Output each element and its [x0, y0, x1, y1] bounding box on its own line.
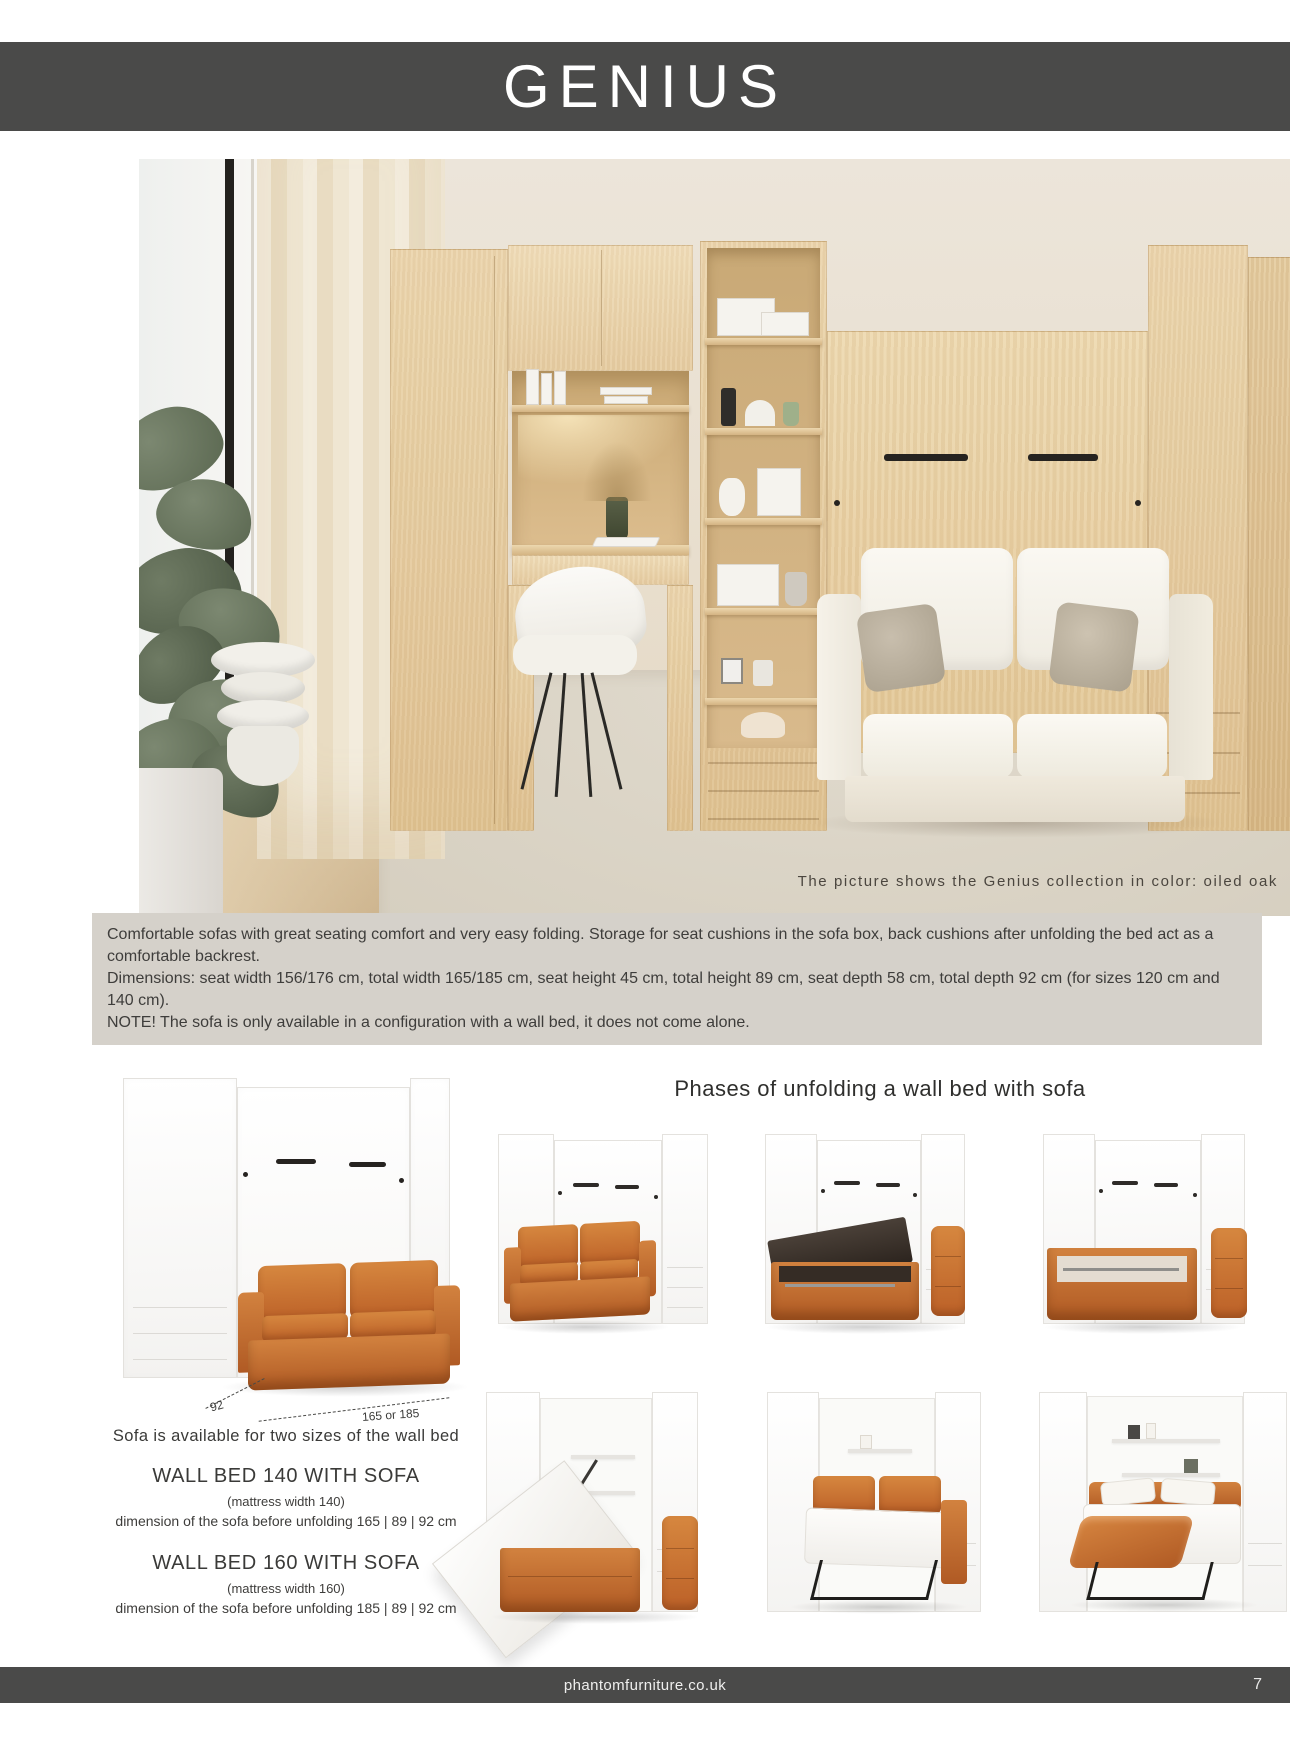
- gray-vase: [785, 572, 807, 606]
- book: [554, 371, 566, 405]
- desk-upper-cabinet: [508, 245, 693, 371]
- lock-knob: [1193, 1193, 1197, 1197]
- sofa-box-base: [500, 1548, 640, 1612]
- phase-6-image: [1029, 1388, 1290, 1653]
- niche-shelf: [848, 1449, 912, 1453]
- sofa-seat-cushion: [863, 714, 1013, 778]
- dark-vase: [721, 388, 736, 426]
- shelf: [705, 338, 822, 345]
- phases-grid: [470, 1128, 1290, 1668]
- folded-cushion-stack: [931, 1226, 965, 1316]
- folding-leg-frame: [1086, 1562, 1213, 1600]
- lock-knob: [558, 1191, 562, 1195]
- description-line: NOTE! The sofa is only available in a configuration with a wall bed, it does not come alone.: [107, 1014, 750, 1031]
- lock-knob: [821, 1189, 825, 1193]
- cushion-seam: [1215, 1288, 1243, 1289]
- shelf-decor: [1128, 1425, 1140, 1439]
- lock-knob: [243, 1172, 248, 1177]
- chair-seat: [513, 635, 637, 675]
- drawer-line: [133, 1333, 227, 1334]
- box-seam: [508, 1576, 632, 1577]
- wardrobe-right: [1243, 1392, 1287, 1612]
- hero-sofa: [817, 538, 1213, 828]
- cabinet-door-line: [601, 250, 602, 366]
- drawer-line: [667, 1287, 703, 1288]
- empty-sofa-box: [1047, 1248, 1197, 1320]
- orange-sofa: [238, 1259, 460, 1395]
- bed-handle: [573, 1183, 599, 1187]
- folded-cushion-stack: [1211, 1228, 1247, 1318]
- availability-note: Sofa is available for two sizes of the wall bed: [112, 1427, 460, 1445]
- phase-3-image: [1029, 1128, 1290, 1343]
- sofa-base: [510, 1276, 650, 1321]
- bookshelf: [700, 241, 827, 831]
- bed-handle: [276, 1159, 316, 1164]
- metal-rail: [1063, 1268, 1179, 1271]
- variant-140-mattress: (mattress width 140): [227, 1494, 345, 1509]
- variant-160-mattress: (mattress width 160): [227, 1581, 345, 1596]
- wardrobe-door-line: [494, 256, 495, 824]
- bed-handle: [876, 1183, 900, 1187]
- phase-1-image: [470, 1128, 731, 1343]
- width-dimension-line: [259, 1397, 450, 1421]
- shelf: [705, 698, 822, 705]
- vase: [606, 497, 628, 541]
- cushion-seam: [935, 1256, 961, 1257]
- drawer-line: [667, 1307, 703, 1308]
- shelf-decor: [860, 1435, 872, 1449]
- drawer-line: [708, 790, 819, 792]
- footer-website: phantomfurniture.co.uk: [563, 1676, 727, 1694]
- lock-knob: [399, 1178, 404, 1183]
- lock-knob: [1135, 500, 1141, 506]
- shelf: [705, 608, 822, 615]
- shelf: [705, 518, 822, 525]
- lock-knob: [913, 1193, 917, 1197]
- description-line: Dimensions: seat width 156/176 cm, total width 165/185 cm, seat height 45 cm, total height 89 cm, seat depth 58 cm, total depth 92 cm (for sizes 120 cm and 140 cm).: [107, 970, 1220, 1009]
- wardrobe-left: [390, 249, 508, 831]
- bed-handle: [834, 1181, 860, 1185]
- book-stack: [600, 387, 652, 395]
- metal-rail: [785, 1284, 895, 1287]
- open-book: [592, 537, 661, 547]
- book-stack: [604, 396, 648, 404]
- orange-sofa: [504, 1220, 656, 1328]
- sofa-seat-cushion: [1017, 714, 1167, 778]
- shadow: [490, 1610, 700, 1624]
- bed-handle: [884, 454, 968, 461]
- phase-2-image: [749, 1128, 1010, 1343]
- sofa-arm: [817, 594, 861, 780]
- niche-shelf: [1122, 1473, 1220, 1477]
- panel-far-right: [1248, 257, 1290, 831]
- shelf-decor: [1146, 1423, 1156, 1439]
- header-bar: [0, 42, 1290, 131]
- cushion-seam: [666, 1578, 694, 1579]
- lock-knob: [1099, 1189, 1103, 1193]
- arch-sculpture: [745, 400, 775, 426]
- green-glass: [783, 402, 799, 426]
- footer-page-number: 7: [1253, 1676, 1262, 1693]
- orange-throw-blanket: [1067, 1516, 1194, 1568]
- product-column: [110, 1075, 462, 1620]
- drawer-line: [708, 762, 819, 764]
- description-block: [92, 913, 1262, 1045]
- lock-knob: [654, 1195, 658, 1199]
- drawer-line: [133, 1307, 227, 1308]
- drawer-line: [133, 1359, 227, 1360]
- chair-leg: [555, 673, 567, 797]
- shelf-decor: [1184, 1459, 1198, 1473]
- folded-cushion-stack: [662, 1516, 698, 1610]
- hero-photo: [139, 159, 1290, 916]
- wall-bed-sofa-illustration: [110, 1075, 462, 1424]
- cushion-seam: [1215, 1258, 1243, 1259]
- footer-bar: [0, 1667, 1290, 1703]
- phases-heading: Phases of unfolding a wall bed with sofa: [674, 1076, 1086, 1101]
- pedestal-bowl: [741, 712, 785, 738]
- dried-branches: [582, 441, 652, 501]
- drawer-line: [1248, 1565, 1282, 1566]
- open-sofa-box: [771, 1228, 919, 1320]
- variant-140-name: WALL BED 140 WITH SOFA: [152, 1465, 420, 1487]
- book: [541, 373, 552, 405]
- chair-leg: [591, 672, 623, 789]
- white-mug: [753, 660, 773, 686]
- shadow: [1043, 1320, 1243, 1334]
- folding-leg-frame: [810, 1560, 938, 1600]
- phase-4-image: [470, 1388, 731, 1653]
- standing-books: [757, 468, 801, 516]
- description-line: Comfortable sofas with great seating comfort and very easy folding. Storage for seat cushions in the sofa box, back cushions after unfolding the bed act as a comfortable backrest.: [107, 926, 1214, 965]
- shadow: [765, 1320, 965, 1334]
- collection-title: GENIUS: [502, 52, 788, 120]
- shadow: [789, 1600, 969, 1614]
- box: [761, 312, 809, 336]
- throw-pillow: [856, 603, 946, 693]
- sofa-base: [248, 1333, 450, 1390]
- niche-shelf: [571, 1455, 635, 1459]
- phase-5-image: [749, 1388, 1010, 1653]
- bed-handle: [349, 1162, 386, 1167]
- book-row: [717, 564, 779, 606]
- bed-frame-side: [941, 1500, 967, 1584]
- bed-handle: [1028, 454, 1098, 461]
- framed-photo: [721, 658, 743, 684]
- sculptural-stool: [211, 642, 315, 800]
- pillow: [1160, 1478, 1216, 1507]
- chair-leg: [581, 673, 593, 797]
- wardrobe-left: [123, 1078, 237, 1378]
- white-jug: [719, 478, 745, 516]
- throw-pillow: [1048, 601, 1139, 692]
- shelf: [705, 428, 822, 435]
- cushion-seam: [935, 1286, 961, 1287]
- shadow: [1069, 1598, 1259, 1612]
- variant-160-dimensions: dimension of the sofa before unfolding 185 | 89 | 92 cm: [115, 1600, 457, 1616]
- wardrobe-left: [767, 1392, 819, 1612]
- lock-knob: [834, 500, 840, 506]
- books-on-shelf: [526, 369, 539, 405]
- back-cushion: [879, 1476, 941, 1514]
- drawer-line: [667, 1267, 703, 1268]
- bed-handle: [615, 1185, 639, 1189]
- box-interior: [779, 1266, 911, 1282]
- niche-shelf: [1112, 1439, 1220, 1443]
- desk-shelf: [512, 405, 689, 412]
- depth-label: 92: [208, 1397, 226, 1415]
- bed-handle: [1112, 1181, 1138, 1185]
- chair-leg: [521, 672, 553, 789]
- sofa-base: [845, 776, 1185, 822]
- variant-140-dimensions: dimension of the sofa before unfolding 165 | 89 | 92 cm: [115, 1513, 457, 1529]
- cushion-seam: [666, 1548, 694, 1549]
- hero-caption: The picture shows the Genius collection in color: oiled oak: [797, 873, 1278, 890]
- wardrobe-left: [1039, 1392, 1087, 1612]
- wardrobe-right: [662, 1134, 708, 1324]
- bed-handle: [1154, 1183, 1178, 1187]
- width-label: 165 or 185: [361, 1406, 420, 1424]
- stool-base: [227, 726, 299, 786]
- drawer-line: [708, 818, 819, 820]
- variant-160-name: WALL BED 160 WITH SOFA: [152, 1552, 420, 1574]
- drawer-line: [1248, 1543, 1282, 1544]
- desk-chair: [501, 567, 671, 847]
- sofa-arm: [1169, 594, 1213, 780]
